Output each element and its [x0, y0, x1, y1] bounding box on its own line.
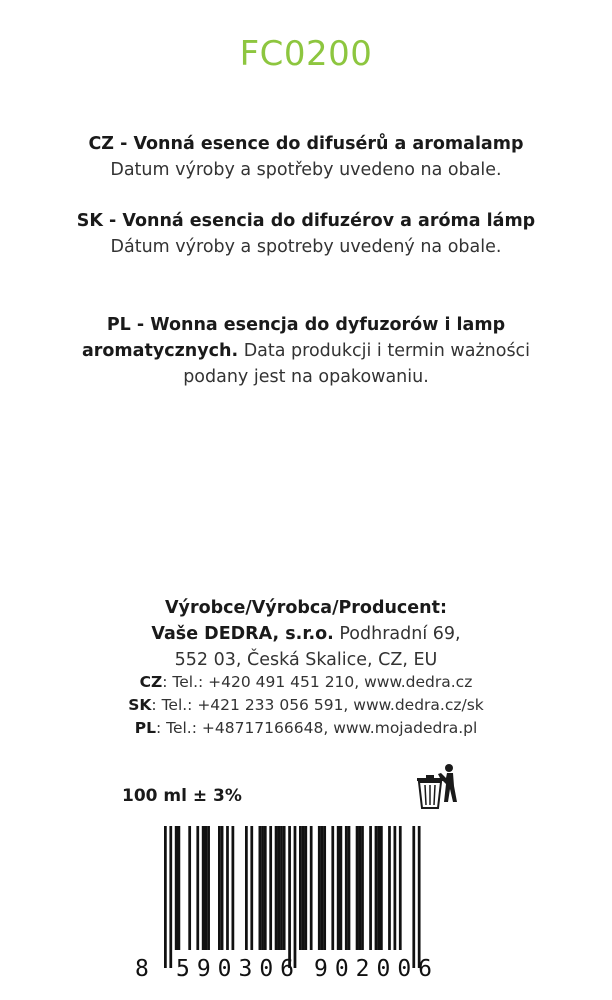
barcode-bar: [283, 826, 286, 950]
barcode-bar: [294, 826, 297, 968]
pl-section: [40, 312, 572, 390]
barcode-first-digit: 8: [135, 956, 149, 982]
barcode-bar: [318, 826, 321, 950]
contact-text: : Tel.: +421 233 056 591, www.dedra.cz/sk: [151, 696, 484, 714]
barcode-bar: [331, 826, 334, 950]
trash-bin-person-icon: [416, 762, 460, 810]
barcode-bar: [394, 826, 397, 950]
contact-code: SK: [128, 696, 152, 714]
barcode-bar: [321, 826, 324, 950]
barcode-left-group: 590306: [176, 956, 294, 982]
barcode-bar: [277, 826, 280, 950]
barcode-right-group: 902006: [314, 956, 432, 982]
contact-text: : Tel.: +48717166648, www.mojadedra.pl: [155, 719, 478, 737]
producer-section: [40, 595, 572, 673]
producer-street: Podhradní 69,: [333, 624, 461, 644]
barcode-bar: [221, 826, 224, 950]
barcode-bar: [178, 826, 181, 950]
barcode-bar: [202, 826, 205, 950]
sk-section: [40, 208, 572, 260]
barcode-bar: [377, 826, 380, 950]
cz-title: CZ - Vonná esence do difusérů a aromalamp: [88, 134, 524, 154]
barcode-bar: [175, 826, 178, 950]
barcode-bar: [323, 826, 326, 950]
barcode-bar: [196, 826, 199, 950]
pl-title-line1: PL - Wonna esencja do dyfuzorów i lamp: [106, 315, 506, 335]
product-code: FC0200: [239, 34, 373, 74]
barcode-bar: [188, 826, 191, 950]
barcode-bar: [412, 826, 415, 968]
barcode-bar: [399, 826, 402, 950]
barcode-bar: [340, 826, 343, 950]
producer-city: 552 03, Česká Skalice, CZ, EU: [174, 650, 438, 670]
contact-text: : Tel.: +420 491 451 210, www.dedra.cz: [162, 673, 473, 691]
barcode-bar: [358, 826, 361, 950]
barcode-bar: [232, 826, 235, 950]
barcode-bar: [269, 826, 272, 950]
barcode-bar: [218, 826, 221, 950]
barcode-bar: [261, 826, 264, 950]
sk-text: Dátum výroby a spotreby uvedený na obale.: [110, 237, 502, 257]
barcode-bar: [259, 826, 262, 950]
barcode-bar: [226, 826, 229, 950]
barcode: [134, 826, 464, 990]
pl-title-line2: aromatycznych.: [81, 341, 239, 361]
barcode-bar: [369, 826, 372, 950]
barcode-bar: [275, 826, 278, 950]
contact-code: PL: [134, 719, 156, 737]
volume-label: 100 ml ± 3%: [122, 786, 242, 806]
producer-address-line1: [40, 621, 572, 647]
barcode-bar: [245, 826, 248, 950]
barcode-bar: [302, 826, 305, 950]
barcode-bar: [250, 826, 253, 950]
pl-text-line3: podany jest na opakowaniu.: [183, 367, 429, 387]
contact-cz: [40, 671, 572, 694]
barcode-bar: [207, 826, 210, 950]
barcode-bar: [205, 826, 208, 950]
producer-company: Vaše DEDRA, s.r.o.: [151, 624, 334, 644]
pl-text-line2: Data produkcji i termin ważności: [238, 341, 531, 361]
barcode-bar: [388, 826, 391, 950]
contact-code: CZ: [139, 673, 163, 691]
barcode-bar: [304, 826, 307, 950]
barcode-bar: [361, 826, 364, 950]
cz-text: Datum výroby a spotřeby uvedeno na obale.: [110, 160, 502, 180]
barcode-bar: [345, 826, 348, 950]
barcode-bar: [288, 826, 291, 968]
sk-title: SK - Vonná esencia do difuzérov a aróma lámp: [76, 211, 536, 231]
barcode-bar: [264, 826, 267, 950]
barcode-bar: [280, 826, 283, 950]
contact-pl: [40, 717, 572, 740]
barcode-bar: [375, 826, 378, 950]
barcode-bar: [310, 826, 313, 950]
barcode-bar: [348, 826, 351, 950]
barcode-bar: [337, 826, 340, 950]
barcode-bar: [418, 826, 421, 968]
barcode-bar: [299, 826, 302, 950]
barcode-bar: [380, 826, 383, 950]
barcode-bars: [164, 826, 421, 968]
contacts-list: [40, 671, 572, 740]
cz-section: [40, 131, 572, 183]
barcode-bar: [164, 826, 167, 968]
contact-sk: [40, 694, 572, 717]
barcode-bar: [356, 826, 359, 950]
barcode-bar: [169, 826, 172, 968]
pl-line2: [40, 338, 572, 364]
producer-heading: Výrobce/Výrobca/Producent:: [165, 598, 447, 618]
